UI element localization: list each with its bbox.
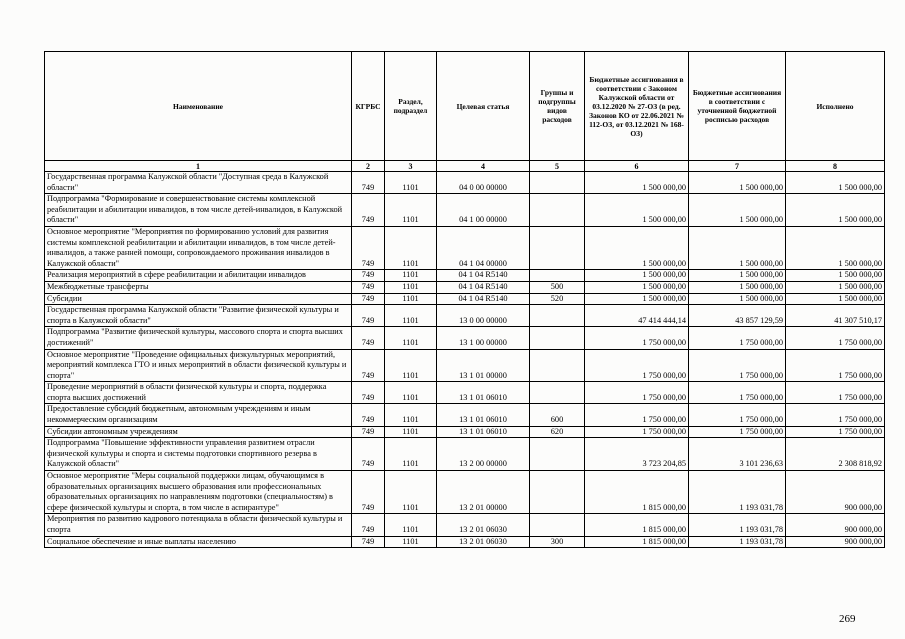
row-name: Мероприятия по развитию кадрового потенциала в области физической культуры и спорта xyxy=(45,514,352,536)
row-kgrbs: 749 xyxy=(352,471,385,514)
header-target-item: Целевая статья xyxy=(437,52,530,161)
row-expense-group xyxy=(530,305,585,327)
table-row xyxy=(45,404,885,426)
column-number: 5 xyxy=(530,161,585,172)
row-kgrbs: 749 xyxy=(352,270,385,282)
column-number: 7 xyxy=(689,161,786,172)
row-roster-allocations: 1 750 000,00 xyxy=(689,404,786,426)
row-target-item: 13 2 00 00000 xyxy=(437,438,530,471)
column-number: 6 xyxy=(585,161,689,172)
row-target-item: 04 1 04 R5140 xyxy=(437,293,530,305)
row-expense-group xyxy=(530,172,585,194)
row-expense-group xyxy=(530,382,585,404)
row-kgrbs: 749 xyxy=(352,382,385,404)
row-kgrbs: 749 xyxy=(352,404,385,426)
row-law-allocations: 1 815 000,00 xyxy=(585,536,689,548)
row-section: 1101 xyxy=(385,404,437,426)
table-row xyxy=(45,305,885,327)
row-kgrbs: 749 xyxy=(352,305,385,327)
row-name: Основное мероприятие "Меры социальной поддержки лицам, обучающимся в образовательных организациях высшего образования или профессиональных образовательных организациях по направлениям подготовки (специальностям) в сфере физической культуры и спорта, в том числе в аспирантуре" xyxy=(45,471,352,514)
row-roster-allocations: 1 500 000,00 xyxy=(689,293,786,305)
row-section: 1101 xyxy=(385,281,437,293)
table-row xyxy=(45,172,885,194)
table-row xyxy=(45,536,885,548)
table-row xyxy=(45,293,885,305)
row-executed: 1 500 000,00 xyxy=(786,172,885,194)
row-law-allocations: 1 815 000,00 xyxy=(585,514,689,536)
row-executed: 1 500 000,00 xyxy=(786,270,885,282)
column-number: 2 xyxy=(352,161,385,172)
header-roster-allocations: Бюджетные ассигнования в соответствии с уточненной бюджетной росписью расходов xyxy=(689,52,786,161)
row-name: Государственная программа Калужской области "Развитие физической культуры и спорта в Калужской области" xyxy=(45,305,352,327)
row-roster-allocations: 1 750 000,00 xyxy=(689,349,786,382)
row-expense-group xyxy=(530,194,585,227)
row-expense-group xyxy=(530,327,585,349)
header-name: Наименование xyxy=(45,52,352,161)
row-law-allocations: 1 815 000,00 xyxy=(585,471,689,514)
row-executed: 900 000,00 xyxy=(786,471,885,514)
row-executed: 1 500 000,00 xyxy=(786,226,885,269)
column-number-row xyxy=(45,161,885,172)
row-section: 1101 xyxy=(385,305,437,327)
row-law-allocations: 1 750 000,00 xyxy=(585,327,689,349)
header-kgrbs: КГРБС xyxy=(352,52,385,161)
row-kgrbs: 749 xyxy=(352,426,385,438)
column-number: 4 xyxy=(437,161,530,172)
row-kgrbs: 749 xyxy=(352,194,385,227)
row-law-allocations: 47 414 444,14 xyxy=(585,305,689,327)
row-name: Субсидии xyxy=(45,293,352,305)
row-target-item: 13 2 01 06030 xyxy=(437,514,530,536)
column-number: 8 xyxy=(786,161,885,172)
row-kgrbs: 749 xyxy=(352,172,385,194)
row-section: 1101 xyxy=(385,226,437,269)
row-target-item: 04 1 00 00000 xyxy=(437,194,530,227)
row-expense-group xyxy=(530,270,585,282)
row-expense-group: 520 xyxy=(530,293,585,305)
row-name: Проведение мероприятий в области физической культуры и спорта, поддержка спорта высших достижений xyxy=(45,382,352,404)
row-name: Подпрограмма "Формирование и совершенствование системы комплексной реабилитации и абилитации инвалидов, в том числе детей-инвалидов, в Калужской области" xyxy=(45,194,352,227)
row-target-item: 13 1 00 00000 xyxy=(437,327,530,349)
row-law-allocations: 1 750 000,00 xyxy=(585,349,689,382)
row-law-allocations: 1 500 000,00 xyxy=(585,293,689,305)
row-expense-group xyxy=(530,514,585,536)
row-law-allocations: 1 500 000,00 xyxy=(585,172,689,194)
row-target-item: 04 1 04 R5140 xyxy=(437,270,530,282)
row-roster-allocations: 1 750 000,00 xyxy=(689,327,786,349)
row-law-allocations: 1 500 000,00 xyxy=(585,226,689,269)
row-target-item: 13 1 01 06010 xyxy=(437,382,530,404)
row-target-item: 04 1 04 00000 xyxy=(437,226,530,269)
table-row xyxy=(45,270,885,282)
header-row xyxy=(45,52,885,161)
row-name: Субсидии автономным учреждениям xyxy=(45,426,352,438)
page-number: 269 xyxy=(839,613,856,625)
row-expense-group xyxy=(530,349,585,382)
row-target-item: 13 2 01 00000 xyxy=(437,471,530,514)
row-expense-group xyxy=(530,226,585,269)
row-roster-allocations: 3 101 236,63 xyxy=(689,438,786,471)
row-kgrbs: 749 xyxy=(352,226,385,269)
table-row xyxy=(45,382,885,404)
table-row xyxy=(45,426,885,438)
row-kgrbs: 749 xyxy=(352,349,385,382)
row-section: 1101 xyxy=(385,293,437,305)
row-roster-allocations: 1 500 000,00 xyxy=(689,172,786,194)
row-kgrbs: 749 xyxy=(352,536,385,548)
row-roster-allocations: 1 500 000,00 xyxy=(689,270,786,282)
row-name: Государственная программа Калужской области "Доступная среда в Калужской области" xyxy=(45,172,352,194)
row-roster-allocations: 1 500 000,00 xyxy=(689,281,786,293)
row-law-allocations: 1 500 000,00 xyxy=(585,194,689,227)
row-roster-allocations: 1 193 031,78 xyxy=(689,514,786,536)
row-name: Социальное обеспечение и иные выплаты населению xyxy=(45,536,352,548)
row-law-allocations: 1 500 000,00 xyxy=(585,281,689,293)
row-section: 1101 xyxy=(385,172,437,194)
row-section: 1101 xyxy=(385,327,437,349)
row-name: Предоставление субсидий бюджетным, автономным учреждениям и иным некоммерческим организациям xyxy=(45,404,352,426)
table-row xyxy=(45,471,885,514)
row-roster-allocations: 1 750 000,00 xyxy=(689,382,786,404)
row-section: 1101 xyxy=(385,471,437,514)
row-expense-group: 300 xyxy=(530,536,585,548)
row-executed: 2 308 818,92 xyxy=(786,438,885,471)
row-roster-allocations: 1 193 031,78 xyxy=(689,536,786,548)
row-executed: 1 750 000,00 xyxy=(786,382,885,404)
row-executed: 1 750 000,00 xyxy=(786,327,885,349)
table-row xyxy=(45,349,885,382)
header-law-allocations: Бюджетные ассигнования в соответствии с Законом Калужской области от 03.12.2020 № 27-ОЗ (в ред. Законов КО от 22.06.2021 № 112-ОЗ, от 03.12.2021 № 168-ОЗ) xyxy=(585,52,689,161)
row-executed: 900 000,00 xyxy=(786,536,885,548)
row-law-allocations: 1 750 000,00 xyxy=(585,404,689,426)
row-executed: 1 500 000,00 xyxy=(786,293,885,305)
row-executed: 1 750 000,00 xyxy=(786,349,885,382)
row-section: 1101 xyxy=(385,349,437,382)
row-kgrbs: 749 xyxy=(352,293,385,305)
row-name: Реализация мероприятий в сфере реабилитации и абилитации инвалидов xyxy=(45,270,352,282)
row-kgrbs: 749 xyxy=(352,514,385,536)
row-target-item: 13 1 01 00000 xyxy=(437,349,530,382)
row-executed: 1 500 000,00 xyxy=(786,281,885,293)
row-roster-allocations: 1 500 000,00 xyxy=(689,194,786,227)
row-executed: 1 750 000,00 xyxy=(786,426,885,438)
row-section: 1101 xyxy=(385,194,437,227)
row-law-allocations: 3 723 204,85 xyxy=(585,438,689,471)
row-name: Подпрограмма "Повышение эффективности управления развитием отрасли физической культуры и спорта и системы подготовки спортивного резерва в Калужской области" xyxy=(45,438,352,471)
row-kgrbs: 749 xyxy=(352,327,385,349)
row-executed: 1 750 000,00 xyxy=(786,404,885,426)
table-row xyxy=(45,194,885,227)
row-expense-group: 620 xyxy=(530,426,585,438)
row-kgrbs: 749 xyxy=(352,281,385,293)
header-expense-group: Группы и подгруппы видов расходов xyxy=(530,52,585,161)
row-section: 1101 xyxy=(385,426,437,438)
row-target-item: 13 0 00 00000 xyxy=(437,305,530,327)
table-row xyxy=(45,438,885,471)
row-name: Подпрограмма "Развитие физической культуры, массового спорта и спорта высших достижений" xyxy=(45,327,352,349)
row-law-allocations: 1 500 000,00 xyxy=(585,270,689,282)
row-target-item: 13 1 01 06010 xyxy=(437,404,530,426)
row-roster-allocations: 43 857 129,59 xyxy=(689,305,786,327)
table-row xyxy=(45,226,885,269)
row-section: 1101 xyxy=(385,382,437,404)
row-roster-allocations: 1 193 031,78 xyxy=(689,471,786,514)
row-expense-group xyxy=(530,438,585,471)
row-executed: 41 307 510,17 xyxy=(786,305,885,327)
table-row xyxy=(45,327,885,349)
row-name: Межбюджетные трансферты xyxy=(45,281,352,293)
row-expense-group: 600 xyxy=(530,404,585,426)
row-section: 1101 xyxy=(385,514,437,536)
column-number: 1 xyxy=(45,161,352,172)
row-section: 1101 xyxy=(385,438,437,471)
row-section: 1101 xyxy=(385,270,437,282)
row-target-item: 04 0 00 00000 xyxy=(437,172,530,194)
budget-table xyxy=(44,51,885,548)
row-target-item: 13 2 01 06030 xyxy=(437,536,530,548)
header-section: Раздел, подраздел xyxy=(385,52,437,161)
row-kgrbs: 749 xyxy=(352,438,385,471)
row-law-allocations: 1 750 000,00 xyxy=(585,426,689,438)
row-expense-group: 500 xyxy=(530,281,585,293)
table-row xyxy=(45,514,885,536)
row-target-item: 13 1 01 06010 xyxy=(437,426,530,438)
row-executed: 900 000,00 xyxy=(786,514,885,536)
row-name: Основное мероприятие "Мероприятия по формированию условий для развития системы комплексной реабилитации и абилитации инвалидов, в том числе детей-инвалидов, а также ранней помощи, сопровождаемого проживания инвалидов в Калужской области" xyxy=(45,226,352,269)
row-roster-allocations: 1 500 000,00 xyxy=(689,226,786,269)
row-target-item: 04 1 04 R5140 xyxy=(437,281,530,293)
table-row xyxy=(45,281,885,293)
row-section: 1101 xyxy=(385,536,437,548)
row-roster-allocations: 1 750 000,00 xyxy=(689,426,786,438)
row-law-allocations: 1 750 000,00 xyxy=(585,382,689,404)
row-name: Основное мероприятие "Проведение официальных физкультурных мероприятий, мероприятий комплекса ГТО и иных мероприятий в области физической культуры и спорта" xyxy=(45,349,352,382)
header-executed: Исполнено xyxy=(786,52,885,161)
row-executed: 1 500 000,00 xyxy=(786,194,885,227)
row-expense-group xyxy=(530,471,585,514)
column-number: 3 xyxy=(385,161,437,172)
